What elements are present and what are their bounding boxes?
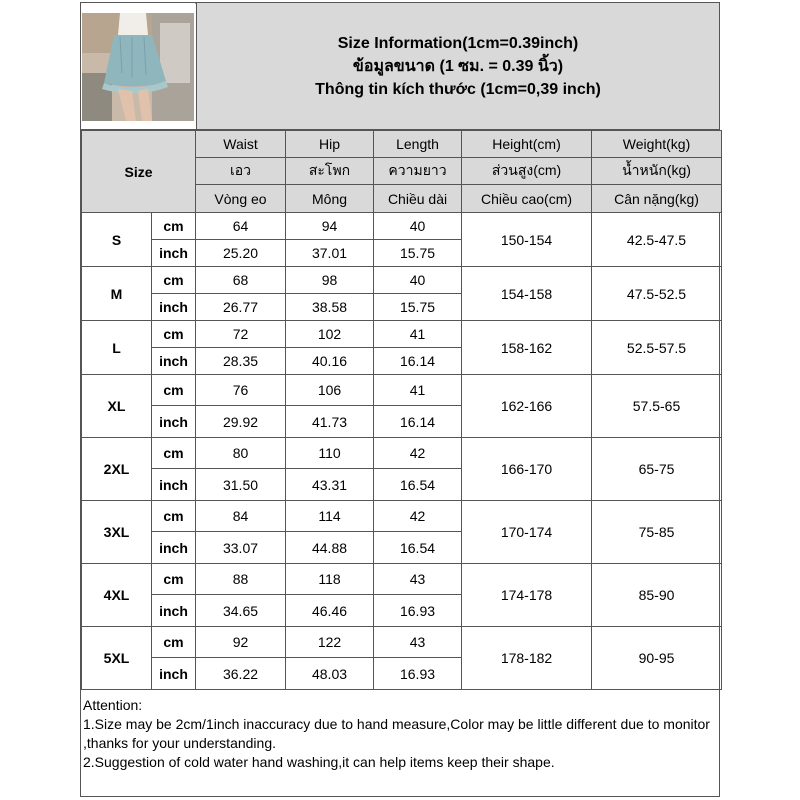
hip-inch: 46.46 xyxy=(286,595,374,627)
length-cm: 43 xyxy=(374,564,462,595)
unit-inch: inch xyxy=(152,406,196,438)
note-line-1: 1.Size may be 2cm/1inch inaccuracy due to hand measure,Color may be little different due to monitor ,thanks for your understanding. xyxy=(83,716,710,751)
size-cell: XL xyxy=(82,375,152,438)
unit-inch: inch xyxy=(152,348,196,375)
notes-heading: Attention: xyxy=(83,697,143,713)
waist-inch: 28.35 xyxy=(196,348,286,375)
length-cm: 41 xyxy=(374,321,462,348)
height-range: 178-182 xyxy=(462,627,592,690)
title-box xyxy=(196,3,719,129)
waist-cm: 68 xyxy=(196,267,286,294)
title-thai: ข้อมูลขนาด (1 ซม. = 0.39 นิ้ว) xyxy=(352,57,564,75)
unit-cm: cm xyxy=(152,501,196,532)
height-range: 162-166 xyxy=(462,375,592,438)
column-header-weight-th: น้ำหนัก(kg) xyxy=(592,158,722,185)
size-cell: 2XL xyxy=(82,438,152,501)
column-header-waist-vi: Vòng eo xyxy=(196,185,286,213)
column-header-waist-th: เอว xyxy=(196,158,286,185)
length-inch: 16.93 xyxy=(374,595,462,627)
length-cm: 41 xyxy=(374,375,462,406)
waist-inch: 31.50 xyxy=(196,469,286,501)
column-header-height-th: ส่วนสูง(cm) xyxy=(462,158,592,185)
table-row xyxy=(82,375,722,406)
waist-cm: 76 xyxy=(196,375,286,406)
unit-cm: cm xyxy=(152,213,196,240)
column-header-weight-vi: Cân nặng(kg) xyxy=(592,185,722,213)
column-header-waist: Waist xyxy=(196,131,286,158)
unit-cm: cm xyxy=(152,564,196,595)
height-range: 170-174 xyxy=(462,501,592,564)
height-range: 166-170 xyxy=(462,438,592,501)
hip-cm: 102 xyxy=(286,321,374,348)
header xyxy=(81,3,719,130)
hip-inch: 43.31 xyxy=(286,469,374,501)
size-cell: 5XL xyxy=(82,627,152,690)
height-range: 154-158 xyxy=(462,267,592,321)
weight-range: 52.5-57.5 xyxy=(592,321,722,375)
waist-inch: 25.20 xyxy=(196,240,286,267)
table-row xyxy=(82,438,722,469)
waist-inch: 26.77 xyxy=(196,294,286,321)
header-row-english xyxy=(82,131,722,158)
size-column-label: Size xyxy=(82,131,196,213)
product-photo-image xyxy=(82,13,194,121)
length-inch: 16.14 xyxy=(374,348,462,375)
waist-cm: 92 xyxy=(196,627,286,658)
length-cm: 42 xyxy=(374,438,462,469)
table-row xyxy=(82,267,722,294)
unit-inch: inch xyxy=(152,595,196,627)
unit-cm: cm xyxy=(152,375,196,406)
weight-range: 75-85 xyxy=(592,501,722,564)
unit-cm: cm xyxy=(152,321,196,348)
waist-inch: 33.07 xyxy=(196,532,286,564)
attention-notes xyxy=(83,696,719,772)
table-row xyxy=(82,564,722,595)
column-header-height: Height(cm) xyxy=(462,131,592,158)
unit-inch: inch xyxy=(152,532,196,564)
column-header-length-th: ความยาว xyxy=(374,158,462,185)
hip-cm: 118 xyxy=(286,564,374,595)
hip-cm: 110 xyxy=(286,438,374,469)
hip-cm: 94 xyxy=(286,213,374,240)
weight-range: 42.5-47.5 xyxy=(592,213,722,267)
hip-inch: 44.88 xyxy=(286,532,374,564)
hip-cm: 114 xyxy=(286,501,374,532)
waist-cm: 84 xyxy=(196,501,286,532)
size-cell: L xyxy=(82,321,152,375)
size-cell: M xyxy=(82,267,152,321)
hip-inch: 38.58 xyxy=(286,294,374,321)
column-header-length: Length xyxy=(374,131,462,158)
waist-cm: 80 xyxy=(196,438,286,469)
size-table xyxy=(81,130,722,690)
column-header-weight: Weight(kg) xyxy=(592,131,722,158)
size-cell: 3XL xyxy=(82,501,152,564)
waist-cm: 72 xyxy=(196,321,286,348)
size-chart-sheet xyxy=(80,2,720,797)
waist-inch: 34.65 xyxy=(196,595,286,627)
unit-inch: inch xyxy=(152,240,196,267)
column-header-hip-vi: Mông xyxy=(286,185,374,213)
unit-inch: inch xyxy=(152,469,196,501)
size-cell: S xyxy=(82,213,152,267)
hip-inch: 40.16 xyxy=(286,348,374,375)
hip-inch: 48.03 xyxy=(286,658,374,690)
hip-inch: 37.01 xyxy=(286,240,374,267)
length-inch: 16.54 xyxy=(374,532,462,564)
table-row xyxy=(82,627,722,658)
unit-cm: cm xyxy=(152,267,196,294)
length-cm: 42 xyxy=(374,501,462,532)
length-inch: 16.14 xyxy=(374,406,462,438)
hip-cm: 122 xyxy=(286,627,374,658)
weight-range: 57.5-65 xyxy=(592,375,722,438)
unit-cm: cm xyxy=(152,627,196,658)
note-line-2: 2.Suggestion of cold water hand washing,it can help items keep their shape. xyxy=(83,754,555,770)
product-photo xyxy=(82,13,194,121)
column-header-height-vi: Chiều cao(cm) xyxy=(462,185,592,213)
unit-cm: cm xyxy=(152,438,196,469)
table-row xyxy=(82,213,722,240)
weight-range: 47.5-52.5 xyxy=(592,267,722,321)
column-header-length-vi: Chiều dài xyxy=(374,185,462,213)
length-inch: 16.93 xyxy=(374,658,462,690)
size-cell: 4XL xyxy=(82,564,152,627)
length-cm: 43 xyxy=(374,627,462,658)
weight-range: 65-75 xyxy=(592,438,722,501)
title-vietnamese: Thông tin kích thước (1cm=0,39 inch) xyxy=(315,80,601,98)
waist-cm: 64 xyxy=(196,213,286,240)
title-english: Size Information(1cm=0.39inch) xyxy=(337,34,579,52)
hip-cm: 98 xyxy=(286,267,374,294)
column-header-hip-th: สะโพก xyxy=(286,158,374,185)
hip-cm: 106 xyxy=(286,375,374,406)
length-inch: 15.75 xyxy=(374,240,462,267)
height-range: 150-154 xyxy=(462,213,592,267)
table-row xyxy=(82,501,722,532)
length-inch: 16.54 xyxy=(374,469,462,501)
height-range: 158-162 xyxy=(462,321,592,375)
height-range: 174-178 xyxy=(462,564,592,627)
column-header-hip: Hip xyxy=(286,131,374,158)
waist-inch: 29.92 xyxy=(196,406,286,438)
waist-inch: 36.22 xyxy=(196,658,286,690)
hip-inch: 41.73 xyxy=(286,406,374,438)
length-cm: 40 xyxy=(374,267,462,294)
weight-range: 85-90 xyxy=(592,564,722,627)
table-row xyxy=(82,321,722,348)
weight-range: 90-95 xyxy=(592,627,722,690)
unit-inch: inch xyxy=(152,658,196,690)
length-cm: 40 xyxy=(374,213,462,240)
length-inch: 15.75 xyxy=(374,294,462,321)
waist-cm: 88 xyxy=(196,564,286,595)
unit-inch: inch xyxy=(152,294,196,321)
